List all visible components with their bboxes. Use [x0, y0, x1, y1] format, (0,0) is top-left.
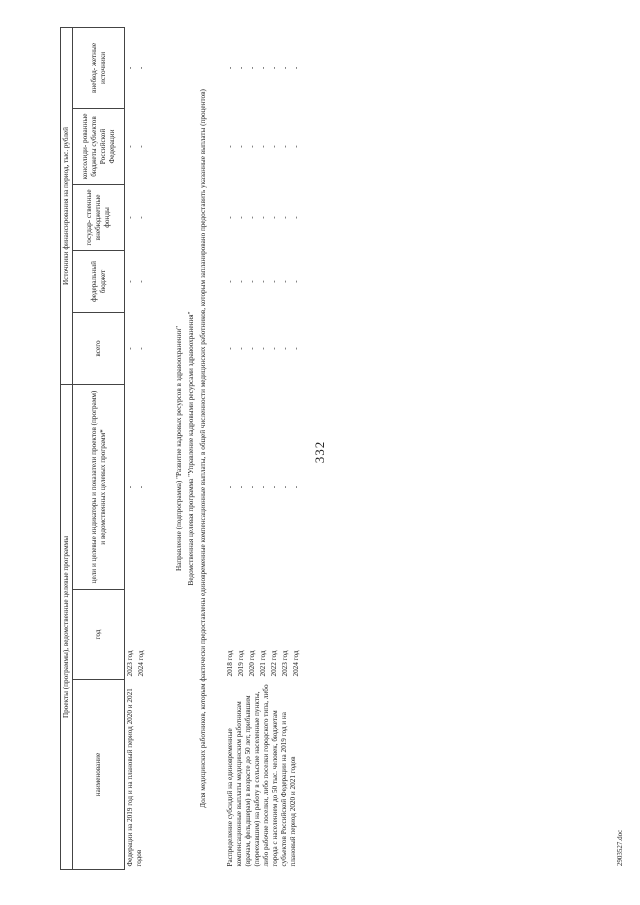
cell-total: - [270, 347, 278, 350]
header-funding: Источники финансирования на период, тыс. рублей [61, 27, 73, 384]
cell-extra: - [126, 66, 134, 70]
row-year: 2024 год [137, 650, 145, 677]
cell-extra: - [137, 66, 145, 70]
cell-goal: - [126, 485, 134, 489]
row-year: 2022 год [270, 650, 278, 677]
cell-state-funds: - [237, 216, 245, 219]
cell-state-funds: - [248, 216, 256, 219]
row-name: Федерации на 2019 год и на плановый период 2020 и 2021 годов [126, 688, 143, 867]
cell-federal: - [137, 280, 145, 283]
cell-extra: - [281, 66, 289, 70]
header-extra: внебюд- жетные источники [73, 27, 125, 108]
cell-extra: - [270, 66, 278, 70]
cell-consolidated: - [137, 145, 145, 148]
cell-total: - [237, 347, 245, 350]
header-state-funds: государ- ственные внебюджетные фонды [73, 184, 125, 250]
header-projects: Проекты (программы), ведомственные целевые программы [61, 384, 73, 869]
cell-federal: - [259, 280, 267, 283]
cell-goal: - [226, 485, 234, 489]
cell-goal: - [270, 485, 278, 489]
cell-goal: - [248, 485, 256, 489]
row-year: 2024 год [292, 650, 300, 677]
cell-state-funds: - [126, 216, 134, 219]
cell-federal: - [281, 280, 289, 283]
cell-state-funds: - [137, 216, 145, 219]
cell-goal: - [137, 485, 145, 489]
cell-federal: - [226, 280, 234, 283]
header-year: год [73, 590, 125, 680]
cell-federal: - [248, 280, 256, 283]
cell-total: - [137, 347, 145, 350]
cell-goal: - [259, 485, 267, 489]
cell-federal: - [237, 280, 245, 283]
cell-consolidated: - [226, 145, 234, 148]
cell-federal: - [292, 280, 300, 283]
header-federal: федеральный бюджет [73, 250, 125, 312]
direction-heading: Направление (подпрограмма) "Развитие кадровых ресурсов в здравоохранении" [175, 325, 183, 572]
cell-state-funds: - [292, 216, 300, 219]
table-row [225, 27, 236, 869]
cell-consolidated: - [292, 145, 300, 148]
cell-state-funds: - [226, 216, 234, 219]
cell-state-funds: - [259, 216, 267, 219]
cell-extra: - [248, 66, 256, 70]
indicator-heading: Доля медицинских работников, которым фактически предоставлены единовременные компенсационные выплаты, в общей численности медицинских работников, которым запланировано предоставить указанные выплаты (процентов) [199, 89, 207, 808]
cell-total: - [248, 347, 256, 350]
cell-total: - [281, 347, 289, 350]
cell-total: - [292, 347, 300, 350]
document-footer-id: 2903527.doc [616, 829, 624, 867]
cell-extra: - [259, 66, 267, 70]
header-total: всего [73, 312, 125, 384]
cell-goal: - [292, 485, 300, 489]
cell-federal: - [126, 280, 134, 283]
table-header [61, 27, 125, 869]
cell-consolidated: - [237, 145, 245, 148]
cell-consolidated: - [281, 145, 289, 148]
cell-total: - [126, 347, 134, 350]
header-consolidated: консолиди- рованные бюджеты субъектов Российской Федерации [73, 108, 125, 184]
cell-total: - [259, 347, 267, 350]
cell-extra: - [237, 66, 245, 70]
cell-state-funds: - [270, 216, 278, 219]
cell-goal: - [281, 485, 289, 489]
cell-goal: - [237, 485, 245, 489]
row-year: 2018 год [226, 650, 234, 677]
cell-total: - [226, 347, 234, 350]
row-name: Распределение субсидий на единовременные компенсационные выплаты медицинским работникам (врачам, фельдшерам) в возрасте до 50 лет, прибывшим (переехавшим) на работу в сельские населенные пункты, либо рабочие поселки, либо поселки городского типа, либо города с населением до 50 тыс. человек, бюджетам субъектов Российской Федерации на 2019 год и на плановый период 2020 и 2021 годов [226, 684, 297, 867]
cell-consolidated: - [270, 145, 278, 148]
row-year: 2021 год [259, 650, 267, 677]
header-goals: цели и целевые индикаторы и показатели проектов (программ) и ведомственных целевых программ* [73, 384, 125, 589]
cell-consolidated: - [126, 145, 134, 148]
row-year: 2019 год [237, 650, 245, 677]
financing-table [60, 27, 302, 870]
program-heading: Ведомственная целевая программа "Управление кадровыми ресурсами здравоохранения" [187, 311, 195, 586]
cell-federal: - [270, 280, 278, 283]
cell-consolidated: - [248, 145, 256, 148]
table-row [125, 27, 137, 869]
cell-state-funds: - [281, 216, 289, 219]
cell-extra: - [292, 66, 300, 70]
header-name: наименование [73, 680, 125, 870]
cell-consolidated: - [259, 145, 267, 148]
row-year: 2020 год [248, 650, 256, 677]
cell-extra: - [226, 66, 234, 70]
page-number: 332 [312, 440, 327, 464]
row-year: 2023 год [126, 650, 134, 677]
rotated-table-frame [60, 28, 576, 870]
row-year: 2023 год [281, 650, 289, 677]
